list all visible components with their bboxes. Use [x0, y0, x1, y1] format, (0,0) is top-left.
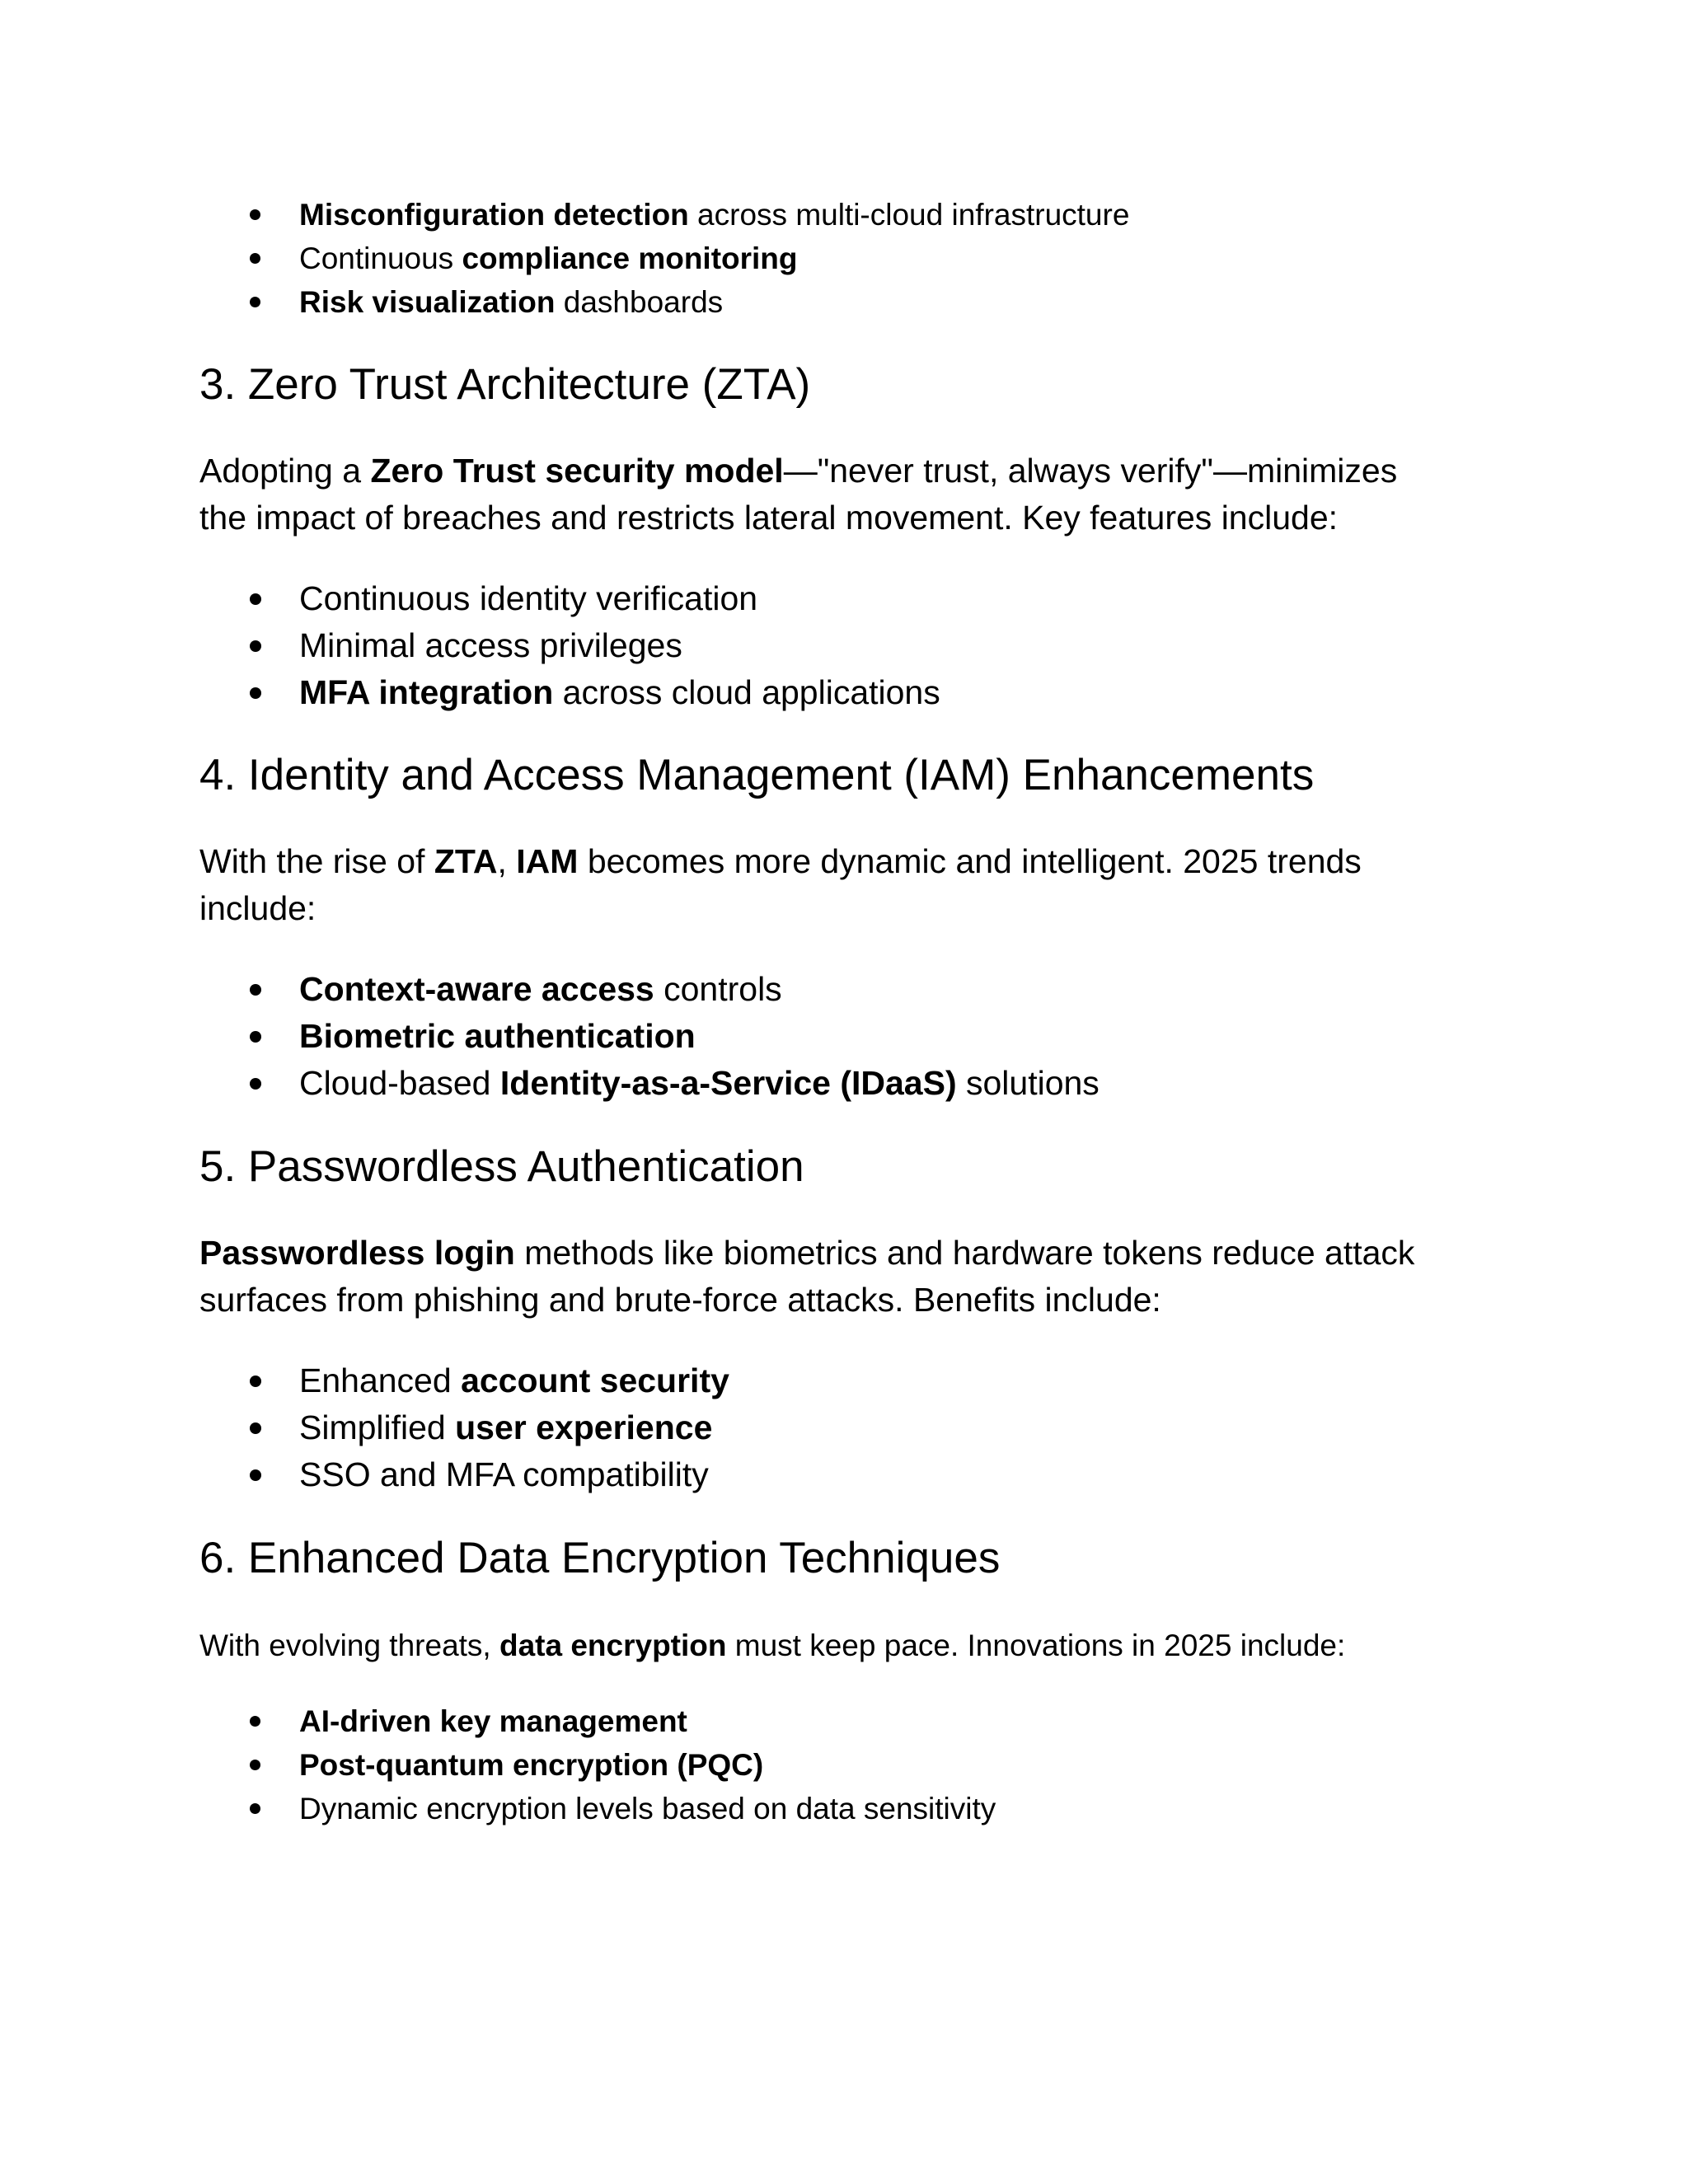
list-item: Misconfiguration detection across multi-cloud infrastructure [0, 193, 1129, 237]
list-item: Dynamic encryption levels based on data sensitivity [0, 1787, 996, 1830]
top-bullet-list [0, 193, 1129, 324]
list-item: SSO and MFA compatibility [0, 1451, 729, 1498]
list-item: Continuous compliance monitoring [0, 237, 1129, 280]
list-item: Simplified user experience [0, 1404, 729, 1451]
iam-trend-list [0, 966, 1100, 1107]
zero-trust-feature-list [0, 575, 940, 716]
list-item: Minimal access privileges [0, 622, 940, 669]
list-item: Cloud-based Identity-as-a-Service (IDaaS) solutions [0, 1060, 1100, 1107]
section-heading-passwordless: 5. Passwordless Authentication [199, 1142, 804, 1191]
section-heading-zero-trust: 3. Zero Trust Architecture (ZTA) [199, 360, 811, 409]
list-item: MFA integration across cloud applications [0, 669, 940, 716]
list-item: Continuous identity verification [0, 575, 940, 622]
section-paragraph: Adopting a Zero Trust security model—"never trust, always verify"—minimizes the impact of breaches and restricts lateral movement. Key features include: [199, 452, 1398, 537]
list-item: Risk visualization dashboards [0, 280, 1129, 324]
list-item: Context-aware access controls [0, 966, 1100, 1013]
section-paragraph: With evolving threats, data encryption must keep pace. Innovations in 2025 include: [199, 1629, 1346, 1662]
list-item: Post-quantum encryption (PQC) [0, 1743, 996, 1787]
section-paragraph: With the rise of ZTA, IAM becomes more dynamic and intelligent. 2025 trends include: [199, 842, 1362, 927]
section-paragraph: Passwordless login methods like biometrics and hardware tokens reduce attack surfaces from phishing and brute-force attacks. Benefits include: [199, 1234, 1415, 1319]
list-item: Enhanced account security [0, 1357, 729, 1404]
encryption-innovation-list [0, 1699, 996, 1830]
list-item: AI-driven key management [0, 1699, 996, 1743]
list-item: Biometric authentication [0, 1013, 1100, 1060]
passwordless-benefit-list [0, 1357, 729, 1498]
section-heading-iam: 4. Identity and Access Management (IAM) Enhancements [199, 751, 1315, 799]
section-heading-encryption: 6. Enhanced Data Encryption Techniques [199, 1534, 1001, 1582]
